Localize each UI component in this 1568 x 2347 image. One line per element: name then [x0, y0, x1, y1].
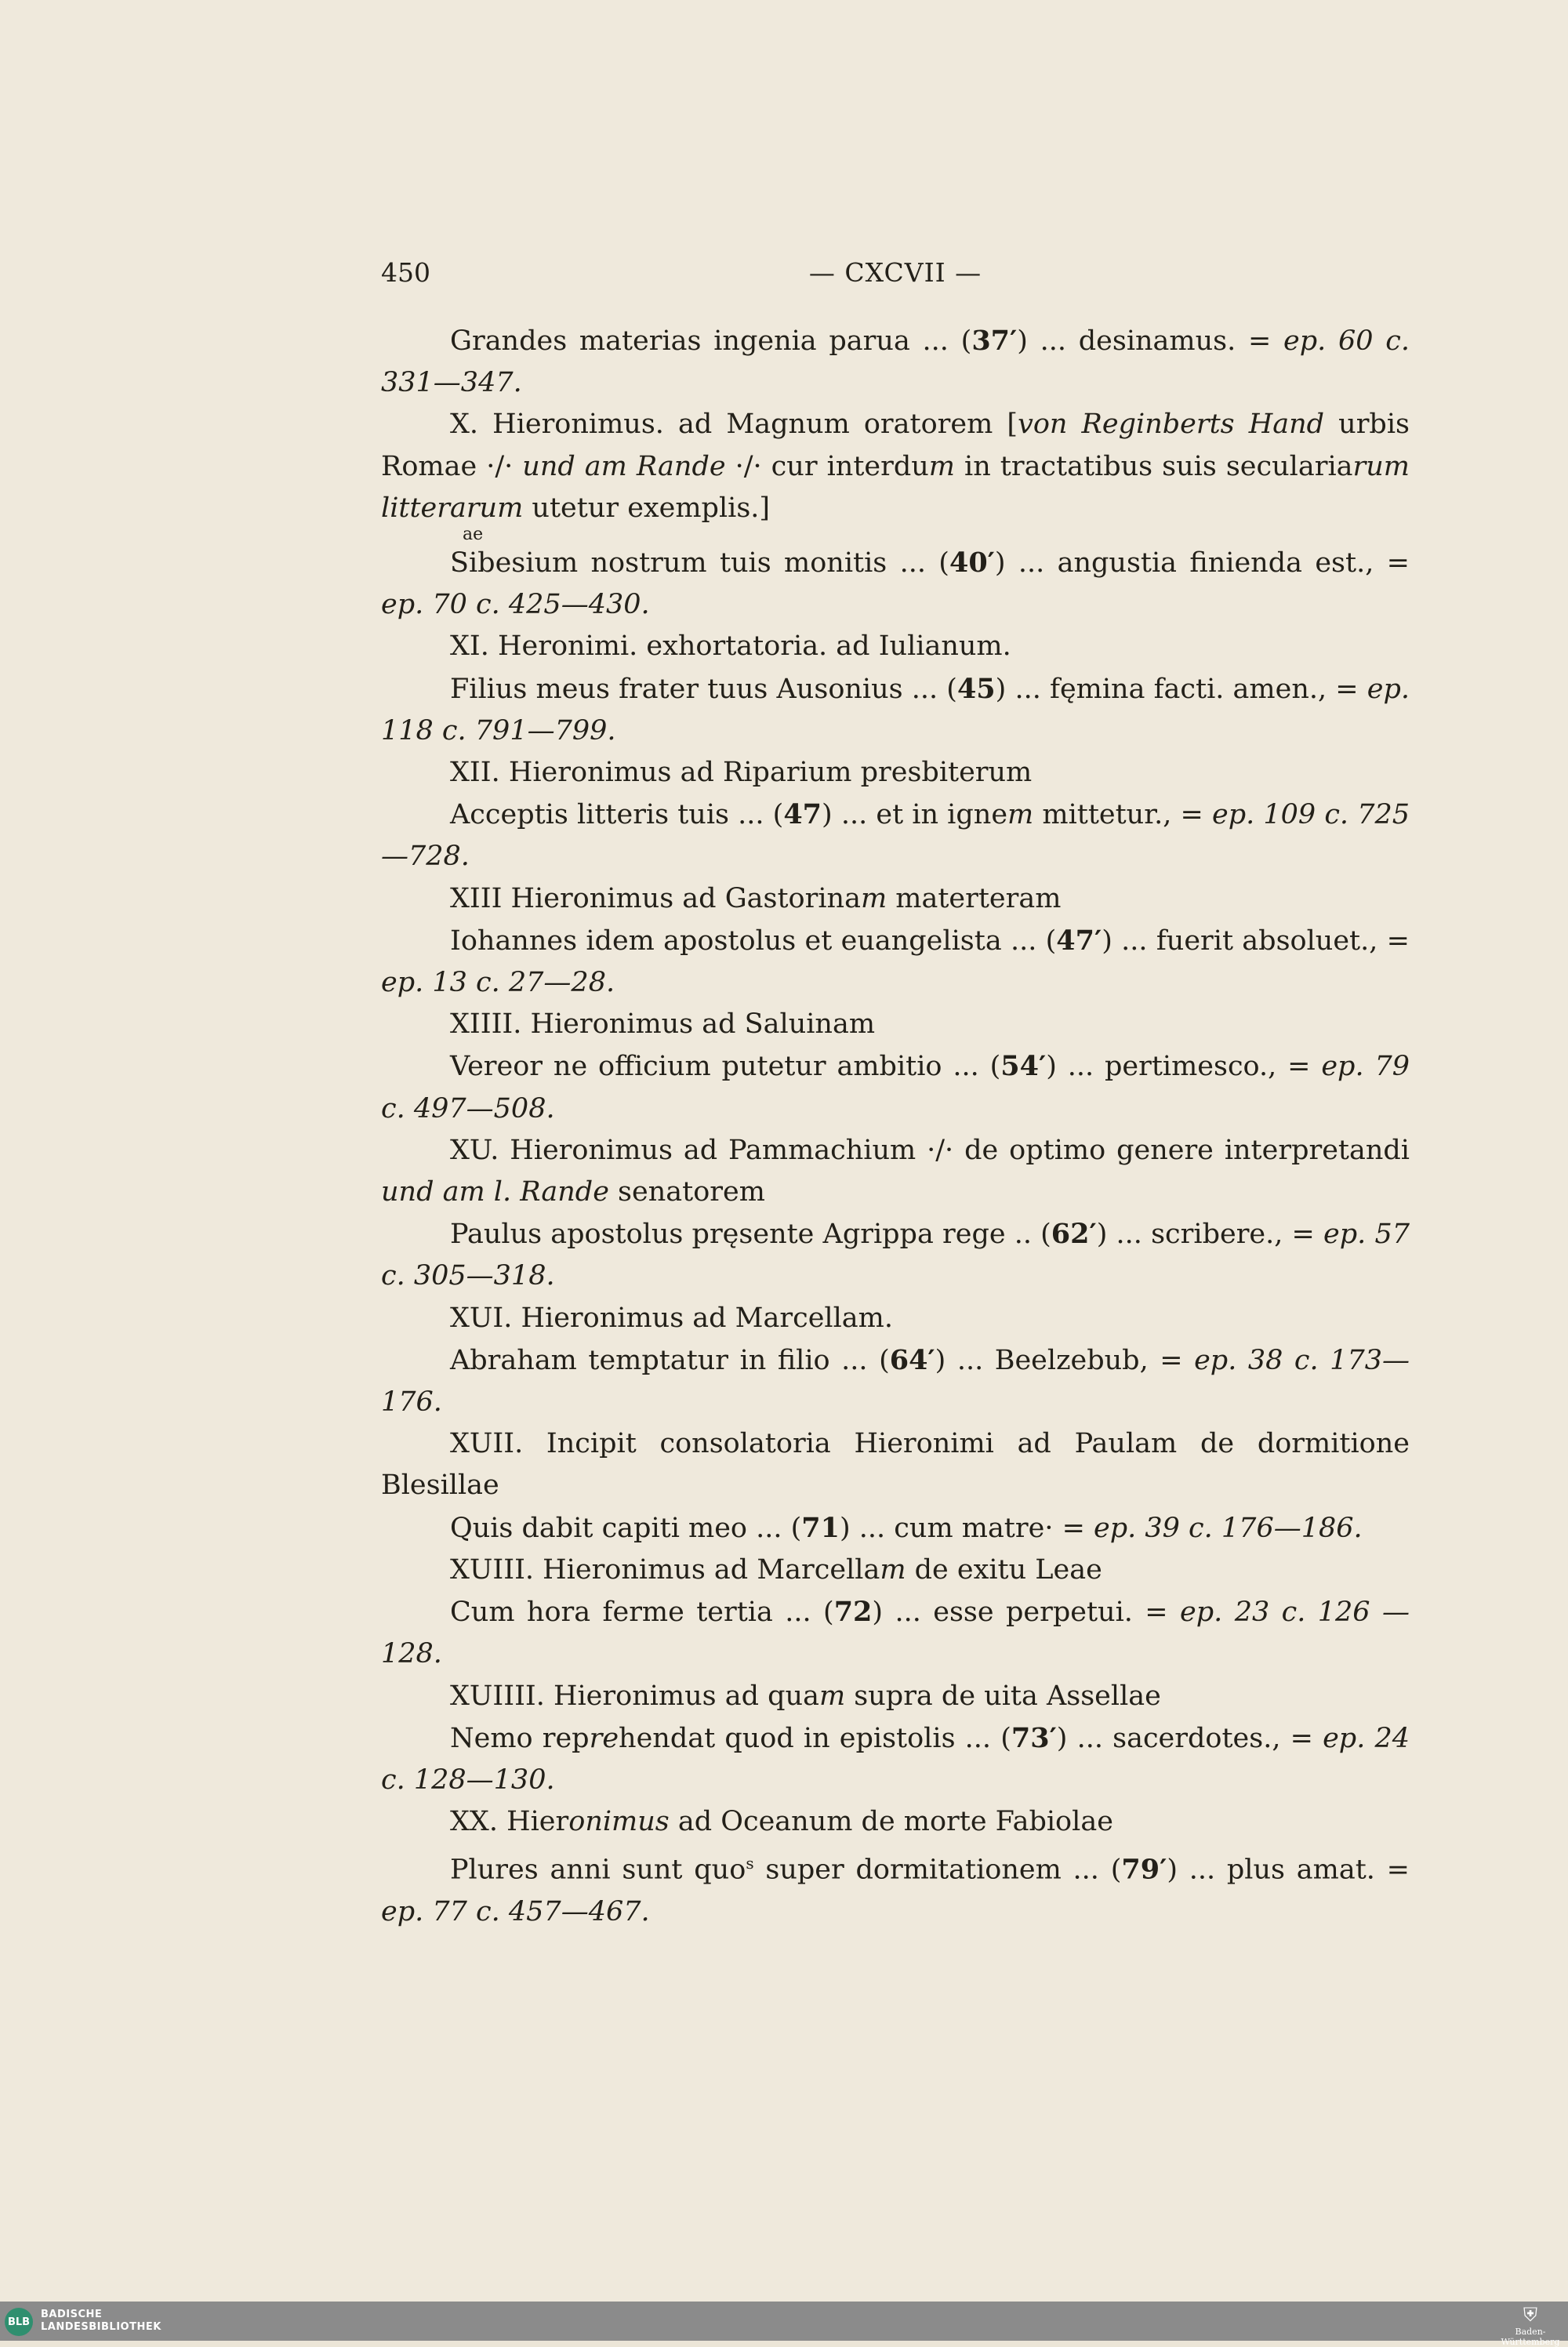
- page-header: [381, 257, 1410, 296]
- blb-logo[interactable]: BLB: [5, 2308, 33, 2336]
- entry-heading: XII. Hieronimus ad Riparium presbiterum: [450, 757, 1033, 789]
- entry-heading: XU. Hieronimus ad Pammachium ·/· de optimo genere interpretandi und am l. Rande senatorem: [381, 1134, 1410, 1208]
- entry-incipit: Cum hora ferme tertia ... (72) ... esse perpetui. = ep. 23 c. 126 —128.: [381, 1596, 1410, 1670]
- entry-incipit: Iohannes idem apostolus et euangelista ... (47′) ... fuerit absoluet., = ep. 13 c. 27—28.: [381, 924, 1410, 999]
- entry-heading: XUIIII. Hieronimus ad quam supra de uita Assellae: [450, 1680, 1161, 1712]
- entry-heading: XUI. Hieronimus ad Marcellam.: [450, 1302, 893, 1334]
- library-footer-bar: [0, 2302, 1568, 2347]
- superscript-correction: ae: [463, 525, 484, 545]
- entry-heading: XUIII. Hieronimus ad Marcellam de exitu Leae: [450, 1553, 1102, 1586]
- entry-incipit: Paulus apostolus pręsente Agrippa rege .. (62′) ... scribere., = ep. 57 c. 305—318.: [381, 1218, 1410, 1292]
- entry-heading: XX. Hieronimus ad Oceanum de morte Fabiolae: [450, 1806, 1113, 1838]
- library-name[interactable]: BADISCHE LANDESBIBLIOTHEK: [41, 2309, 162, 2333]
- entry-incipit: Grandes materias ingenia parua ... (37′) ... desinamus. = ep. 60 c. 331—347.: [381, 325, 1410, 399]
- entry-heading: XIII Hieronimus ad Gastorinam materteram: [450, 882, 1062, 914]
- entry-heading: X. Hieronimus. ad Magnum oratorem [von Reginberts Hand urbis Romae ·/· und am Rande ·/· cur interdum in tractatibus suis seculariarum litterarum utetur exemplis.]: [381, 409, 1410, 524]
- entry-incipit: Acceptis litteris tuis ... (47) ... et in ignem mittetur., = ep. 109 c. 725—728.: [381, 798, 1410, 873]
- entry-incipit: Filius meus frater tuus Ausonius ... (45) ... fęmina facti. amen., = ep. 118 c. 791—799.: [381, 672, 1410, 747]
- entry-incipit: Abraham temptatur in filio ... (64′) ... Beelzebub, = ep. 38 c. 173—176.: [381, 1343, 1410, 1419]
- entry-incipit: Nemo reprehendat quod in epistolis ... (73′) ... sacerdotes., = ep. 24 c. 128—130.: [381, 1721, 1410, 1796]
- baden-wuerttemberg-logo[interactable]: ⛨ Baden-Württemberg: [1499, 2303, 1562, 2347]
- entry-incipit: Vereor ne officium putetur ambitio ... (54′) ... pertimesco., = ep. 79 c. 497—508.: [381, 1050, 1410, 1124]
- entry-heading: XUII. Incipit consolatoria Hieronimi ad Paulam de dormitione Blesillae: [381, 1428, 1410, 1502]
- entry-incipit: Plures anni sunt quo$^s$ super dormitationem ... (79′) ... plus amat. = ep. 77 c. 457—467.: [381, 1853, 1410, 1928]
- entry-heading: XIIII. Hieronimus ad Saluinam: [450, 1008, 876, 1041]
- entry-incipit: Sibesium nostrum tuis monitis ... (40′) ... angustia finienda est., = ep. 70 c. 425—430.: [381, 547, 1410, 621]
- page-number: 450: [381, 257, 430, 288]
- entry-heading: XI. Heronimi. exhortatoria. ad Iulianum.: [450, 630, 1011, 663]
- coat-of-arms-icon: ⛨: [1523, 2304, 1537, 2326]
- entry-incipit: Quis dabit capiti meo ... (71) ... cum matre· = ep. 39 c. 176—186.: [450, 1511, 1363, 1544]
- main-text: [381, 320, 1410, 1933]
- running-head: — CXCVII —: [808, 257, 982, 288]
